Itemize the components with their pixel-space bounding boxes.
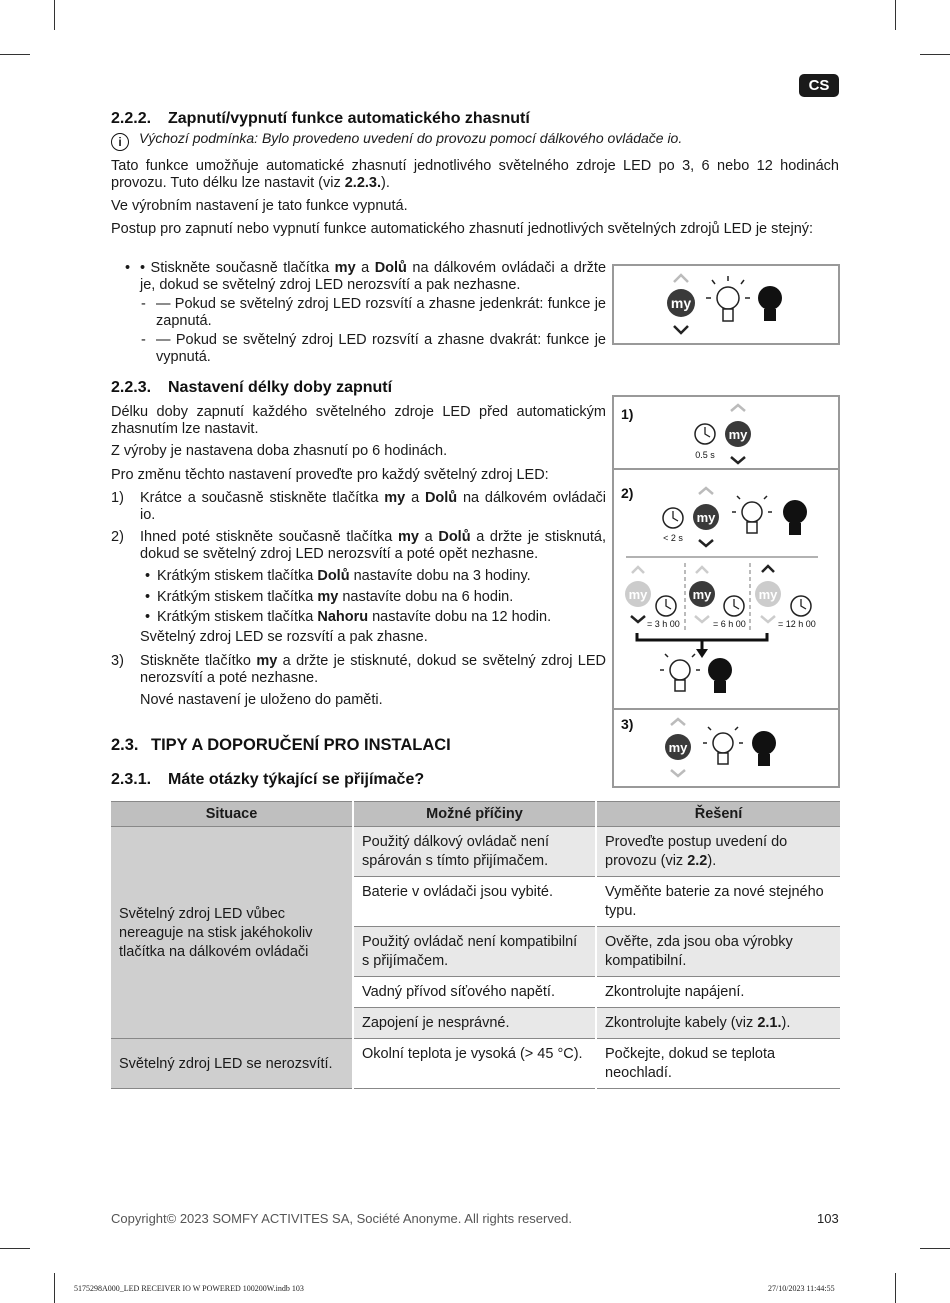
key-name: my — [398, 529, 419, 545]
figure-remote-sequence — [612, 264, 840, 345]
text: • Stiskněte současně tlačítka — [140, 260, 335, 276]
paragraph: Délku doby zapnutí každého světelného zdroje LED před automatickým zhasnutím lze nastavit. — [111, 404, 606, 437]
section-number: 2.2.3. — [111, 379, 152, 396]
crop-mark — [0, 54, 30, 55]
step-label: 3) — [621, 716, 634, 732]
step-number: 3) — [111, 653, 124, 669]
remote-illustration — [614, 266, 838, 343]
down-arrow-icon — [631, 616, 645, 622]
text: Zkontrolujte kabely (viz — [605, 1015, 758, 1031]
down-arrow-icon — [731, 457, 745, 463]
bulb-off-icon — [758, 286, 782, 321]
list-item — [141, 332, 606, 366]
text: nastavíte dobu na 3 hodiny. — [349, 568, 531, 584]
language-badge: CS — [799, 74, 839, 97]
duration-label: 0.5 s — [695, 450, 715, 460]
bullet-marker: • — [145, 609, 151, 625]
text: Tato funkce umožňuje automatické zhasnutí jednotlivého světelného zdroje LED po 3, 6 nebo 12 hodinách provozu. Tuto délku lze nastavit (viz — [111, 158, 839, 191]
info-note — [111, 130, 841, 151]
step-number: 2) — [111, 529, 124, 545]
dash-marker: - — [141, 332, 146, 348]
cause-cell: Použitý dálkový ovládač není spárován s tímto přijímačem. — [353, 827, 596, 877]
up-arrow-icon — [699, 488, 713, 494]
text: a — [405, 490, 425, 506]
list-item — [141, 296, 606, 330]
text: na dálkovém ovládači io. — [140, 490, 607, 523]
bullet-marker: • — [145, 589, 151, 605]
option-label: = 3 h 00 — [647, 619, 680, 629]
text: nastavíte dobu na 6 hodin. — [338, 589, 514, 605]
key-name: my — [317, 589, 339, 605]
arrow-down-icon — [696, 649, 708, 658]
paragraph: Postup pro zapnutí nebo vypnutí funkce automatického zhasnutí jednotlivých světelných zdrojů LED je stejný: — [111, 221, 814, 237]
info-icon: i — [111, 133, 129, 151]
print-slug-date: 27/10/2023 11:44:55 — [768, 1284, 835, 1293]
bulb-lit-icon — [703, 727, 743, 764]
key-name: my — [256, 653, 278, 669]
bullet-marker: • — [125, 260, 131, 276]
solution-cell: Počkejte, dokud se teplota neochladí. — [596, 1039, 840, 1089]
paragraph — [111, 158, 839, 192]
section-number: 2.2.2. — [111, 110, 152, 127]
text: Krátkým stiskem tlačítka — [157, 609, 318, 625]
table-row — [111, 1039, 840, 1089]
solution-cell: Vyměňte baterie za nové stejného typu. — [596, 877, 840, 927]
step-label: 2) — [621, 485, 634, 501]
section-title: TIPY A DOPORUČENÍ PRO INSTALACI — [151, 736, 451, 754]
up-arrow-icon — [696, 567, 708, 573]
copyright-notice: Copyright© 2023 SOMFY ACTIVITES SA, Société Anonyme. All rights reserved. — [111, 1211, 572, 1226]
paragraph: Ve výrobním nastavení je tato funkce vypnutá. — [111, 198, 408, 214]
situation-cell: Světelný zdroj LED se nerozsvítí. — [111, 1039, 353, 1089]
section-title: Zapnutí/vypnutí funkce automatického zhasnutí — [168, 110, 530, 127]
my-button-label: my — [728, 427, 748, 442]
key-name: Nahoru — [317, 609, 369, 625]
list-item — [145, 568, 627, 585]
bulb-lit-icon — [660, 654, 700, 691]
up-arrow-icon — [671, 719, 685, 725]
up-arrow-icon — [731, 405, 745, 411]
key-name: Dolů — [424, 490, 458, 506]
section-heading-222 — [111, 110, 530, 128]
up-arrow-icon — [674, 275, 688, 282]
option-label: = 6 h 00 — [713, 619, 746, 629]
down-arrow-icon — [695, 616, 709, 622]
text: Stiskněte tlačítko — [140, 653, 257, 669]
print-slug-file: 5175298A000_LED RECEIVER IO W POWERED 100200W.indb 103 — [74, 1284, 304, 1293]
section-title: Máte otázky týkající se přijímače? — [168, 771, 425, 788]
key-name: Dolů — [438, 529, 471, 545]
cause-cell: Vadný přívod síťového napětí. — [353, 977, 596, 1008]
up-arrow-icon — [762, 566, 774, 572]
solution-cell: Ověřte, zda jsou oba výrobky kompatibilní. — [596, 927, 840, 977]
paragraph: Nové nastavení je uloženo do paměti. — [140, 692, 383, 708]
text: a — [418, 529, 439, 545]
solution-cell — [596, 827, 840, 877]
column-header: Řešení — [596, 802, 840, 827]
figure-duration-steps — [612, 395, 840, 788]
option-label: = 12 h 00 — [778, 619, 816, 629]
solution-cell — [596, 1008, 840, 1039]
key-name: my — [334, 260, 356, 276]
dash-marker: - — [141, 296, 146, 312]
my-button-label: my — [758, 587, 778, 602]
duration-illustration — [614, 397, 838, 786]
bracket-line — [637, 633, 767, 640]
duration-label: < 2 s — [663, 533, 683, 543]
text: a — [355, 260, 375, 276]
text: Krátce a současně stiskněte tlačítka — [140, 490, 385, 506]
text: ). — [707, 853, 717, 869]
section-number: 2.3. — [111, 736, 139, 754]
paragraph: Z výroby je nastavena doba zhasnutí po 6 hodinách. — [111, 443, 448, 459]
section-heading-223 — [111, 379, 392, 397]
cause-cell: Baterie v ovládači jsou vybité. — [353, 877, 596, 927]
step-label: 1) — [621, 406, 634, 422]
my-button-label: my — [696, 510, 716, 525]
down-arrow-icon — [761, 616, 775, 622]
bullet-marker: • — [145, 568, 151, 584]
list-item — [125, 260, 607, 294]
cause-cell: Zapojení je nesprávné. — [353, 1008, 596, 1039]
bulb-lit-icon — [732, 496, 772, 533]
text: a držte je stisknuté, dokud se světelný zdroj LED nerozsvítí a poté nezhasne. — [140, 653, 607, 686]
crop-mark — [895, 1273, 896, 1303]
down-arrow-icon — [674, 326, 688, 333]
key-name: my — [384, 490, 406, 506]
my-button-label: my — [670, 295, 692, 311]
solution-cell: Zkontrolujte napájení. — [596, 977, 840, 1008]
down-arrow-icon — [671, 770, 685, 776]
crop-mark — [0, 1248, 30, 1249]
cause-cell: Okolní teplota je vysoká (> 45 °C). — [353, 1039, 596, 1089]
troubleshooting-table — [111, 801, 840, 1089]
text: Ihned poté stiskněte současně tlačítka — [140, 529, 398, 545]
section-heading-231 — [111, 771, 424, 789]
key-name: Dolů — [374, 260, 407, 276]
down-arrow-icon — [699, 540, 713, 546]
list-item — [145, 589, 627, 606]
column-header: Situace — [111, 802, 353, 827]
section-number: 2.3.1. — [111, 771, 152, 788]
paragraph: Světelný zdroj LED se rozsvítí a pak zhasne. — [140, 629, 428, 645]
column-header: Možné příčiny — [353, 802, 596, 827]
crop-mark — [54, 1273, 55, 1303]
table-row — [111, 827, 840, 877]
bulb-off-icon — [708, 658, 732, 693]
crop-mark — [54, 0, 55, 30]
bulb-off-icon — [752, 731, 776, 766]
text: Krátkým stiskem tlačítka — [157, 589, 318, 605]
text: — Pokud se světelný zdroj LED rozsvítí a zhasne jedenkrát: funkce je zapnutá. — [156, 296, 606, 329]
section-ref-link[interactable]: 2.2 — [687, 853, 708, 869]
text: na dálkovém ovládači a držte je, dokud se světelný zdroj LED nerozsvítí a pak nezhasne. — [140, 260, 607, 293]
page-number: 103 — [817, 1211, 839, 1226]
bulb-off-icon — [783, 500, 807, 535]
my-button-label: my — [628, 587, 648, 602]
section-heading-23 — [111, 736, 451, 755]
section-ref-link[interactable]: 2.2.3. — [344, 175, 382, 191]
text: Krátkým stiskem tlačítka — [157, 568, 318, 584]
text: Proveďte postup uvedení do provozu (viz — [605, 834, 788, 869]
up-arrow-icon — [632, 567, 644, 573]
step-number: 1) — [111, 490, 124, 506]
paragraph: Pro změnu těchto nastavení proveďte pro každý světelný zdroj LED: — [111, 467, 549, 483]
info-text: Výchozí podmínka: Bylo provedeno uvedení do provozu pomocí dálkového ovládače io. — [139, 130, 683, 146]
crop-mark — [920, 1248, 950, 1249]
table-header-row — [111, 802, 840, 827]
cause-cell: Použitý ovládač není kompatibilní s přijímačem. — [353, 927, 596, 977]
section-ref-link[interactable]: 2.1. — [757, 1015, 782, 1031]
my-button-label: my — [692, 587, 712, 602]
text: nastavíte dobu na 12 hodin. — [368, 609, 552, 625]
section-title: Nastavení délky doby zapnutí — [168, 379, 393, 396]
key-name: Dolů — [317, 568, 350, 584]
text: — Pokud se světelný zdroj LED rozsvítí a zhasne dvakrát: funkce je vypnutá. — [156, 332, 606, 365]
text: ). — [381, 175, 390, 191]
text: a držte je stisknutá, dokud se světelný zdroj LED nerozsvítí a poté opět nezhasne. — [140, 529, 607, 562]
crop-mark — [895, 0, 896, 30]
crop-mark — [920, 54, 950, 55]
situation-cell: Světelný zdroj LED vůbec nereaguje na stisk jakéhokoliv tlačítka na dálkovém ovládači — [111, 827, 353, 1039]
text: ). — [781, 1015, 791, 1031]
list-item — [145, 609, 627, 626]
my-button-label: my — [668, 740, 688, 755]
bulb-lit-icon — [706, 276, 750, 321]
